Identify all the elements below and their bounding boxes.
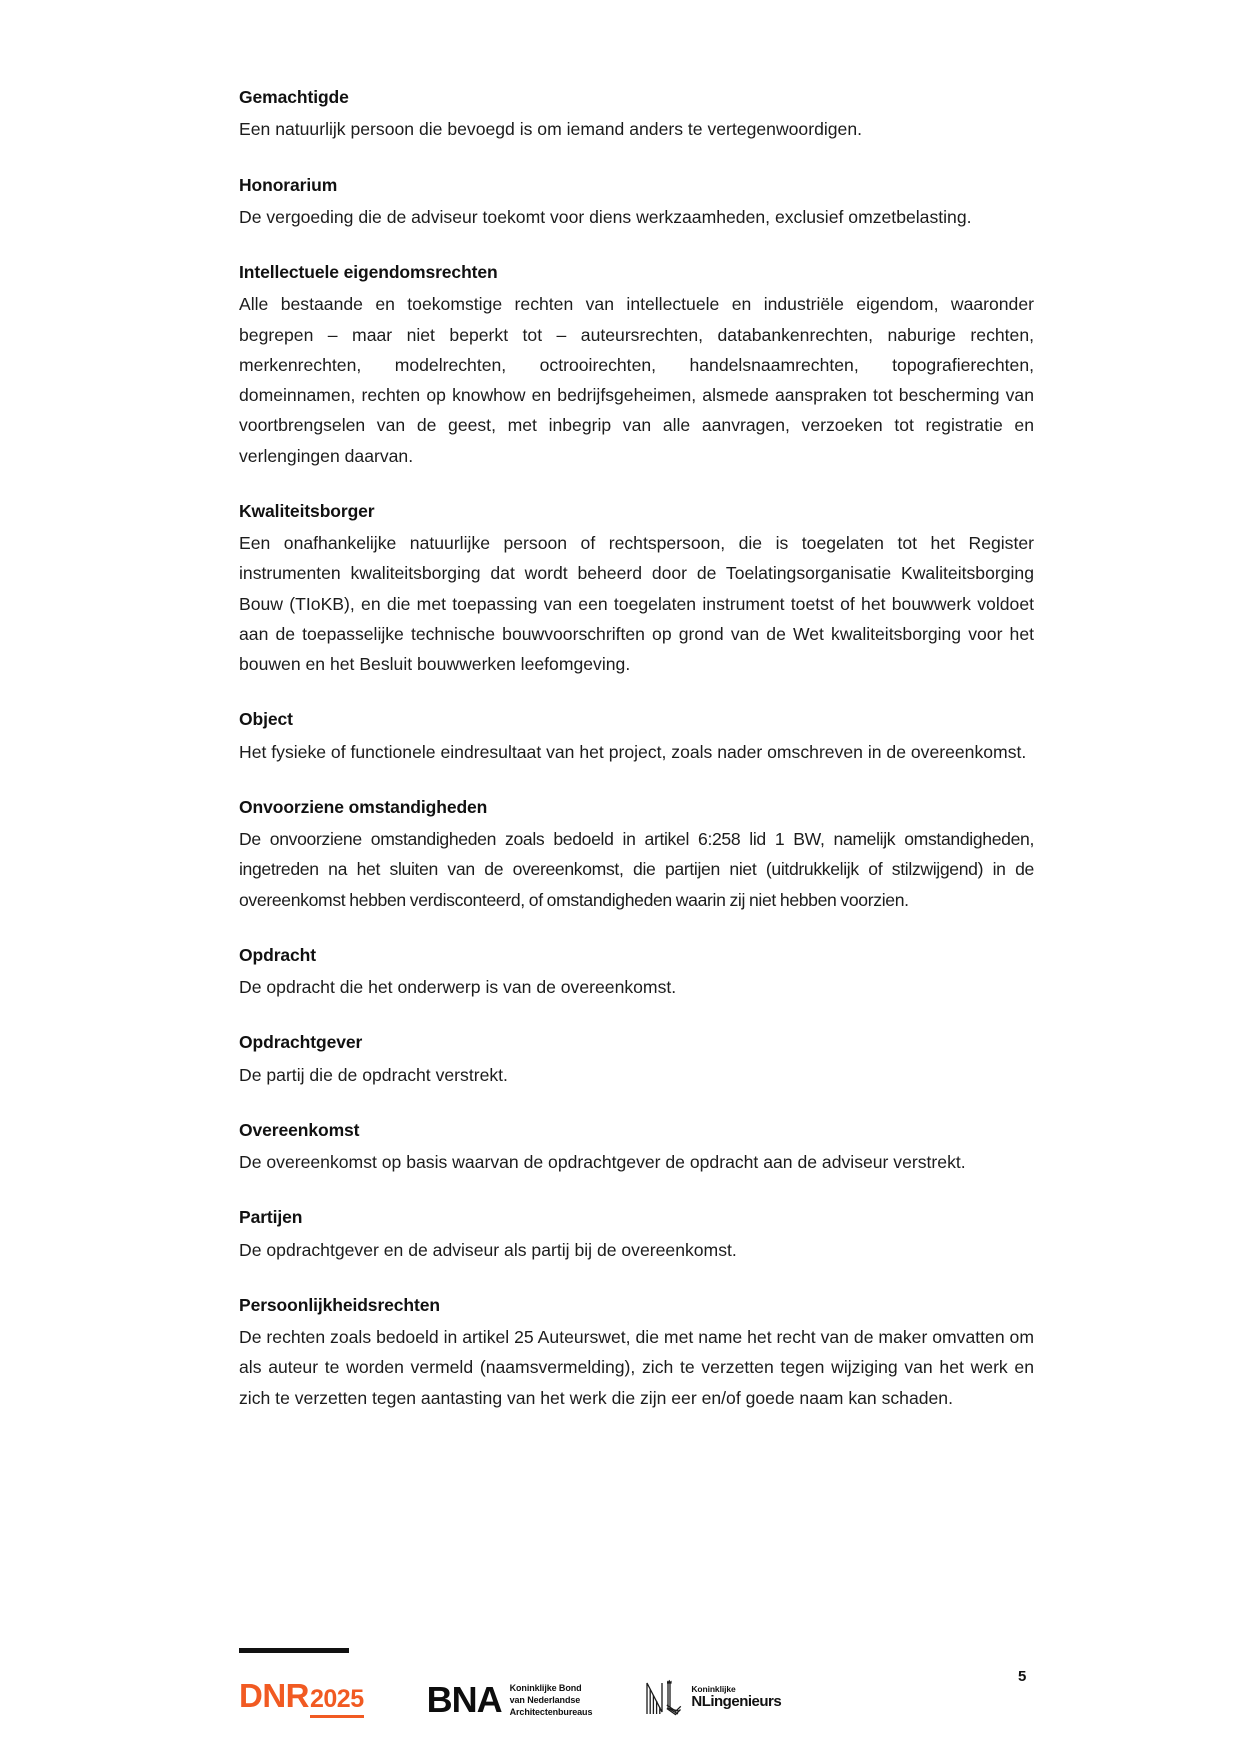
glossary-entry <box>239 172 1034 233</box>
glossary-term: Overeenkomst <box>239 1119 360 1140</box>
glossary-term: Opdracht <box>239 944 316 965</box>
glossary-term: Opdrachtgever <box>239 1032 363 1053</box>
glossary-entry <box>239 942 1034 1003</box>
glossary-entry <box>239 1292 1034 1413</box>
footer-divider-rule <box>239 1648 349 1653</box>
glossary-definition: De rechten zoals bedoeld in artikel 25 Auteurswet, die met name het recht van de maker omvatten om als auteur te worden vermeld (naamsvermelding), zich te verzetten tegen wijziging van het werk en zich te verzetten tegen aantasting van het werk die zijn eer en/of goede naam kan schaden. <box>239 1327 1034 1408</box>
glossary-term: Persoonlijkheidsrechten <box>239 1294 440 1315</box>
nlingenieurs-n-mark-icon <box>644 1678 684 1718</box>
glossary-definition: De onvoorziene omstandigheden zoals bedoeld in artikel 6:258 lid 1 BW, namelijk omstandigheden, ingetreden na het sluiten van de overeenkomst, die partijen niet (uitdrukkelijk of stilzwijgend) in de overeenkomst hebben verdisconteerd, of omstandigheden waarin zij niet hebben voorzien. <box>239 829 1034 910</box>
bna-logo <box>426 1678 593 1720</box>
nlingenieurs-logo-text <box>691 1685 781 1711</box>
glossary-entry <box>239 259 1034 471</box>
glossary-definition: De opdrachtgever en de adviseur als partij bij de overeenkomst. <box>239 1239 737 1260</box>
glossary-definition: De vergoeding die de adviseur toekomt voor diens werkzaamheden, exclusief omzetbelasting. <box>239 206 972 227</box>
glossary-entry <box>239 706 1034 767</box>
glossary-term: Gemachtigde <box>239 87 349 107</box>
dnr-logo-year: 2025 <box>310 1687 364 1718</box>
dnr-logo <box>239 1679 364 1718</box>
glossary-definition: Een onafhankelijke natuurlijke persoon of rechtspersoon, die is toegelaten tot het Register instrumenten kwaliteitsborging dat wordt beheerd door de Toelatingsorganisatie Kwaliteitsborging Bouw (TIoKB), en die met toepassing van een toegelaten instrument toetst of het bouwwerk voldoet aan de toepasselijke technische bouwvoorschriften op grond van de Wet kwaliteitsborging voor het bouwen en het Besluit bouwwerken leefomgeving. <box>239 533 1034 674</box>
dnr-logo-wordmark: DNR <box>239 1677 309 1714</box>
glossary-entry <box>239 1204 1034 1265</box>
glossary-entry <box>239 1029 1034 1090</box>
page-footer <box>239 1638 1034 1728</box>
footer-logo-group <box>239 1678 781 1718</box>
glossary-term: Onvoorziene omstandigheden <box>239 796 488 817</box>
glossary-term: Partijen <box>239 1207 303 1228</box>
glossary-term: Honorarium <box>239 174 338 195</box>
glossary-term: Kwaliteitsborger <box>239 500 375 521</box>
glossary-entry <box>239 1117 1034 1178</box>
glossary-entry <box>239 794 1034 915</box>
nlingenieurs-logo-line-2: NLingenieurs <box>691 1693 782 1711</box>
bna-logo-subtitle <box>510 1682 593 1718</box>
glossary-content <box>239 84 1034 1413</box>
glossary-term: Object <box>239 709 293 730</box>
glossary-definition: De overeenkomst op basis waarvan de opdrachtgever de opdracht aan de adviseur verstrekt. <box>239 1152 966 1172</box>
bna-logo-wordmark: BNA <box>426 1678 502 1720</box>
glossary-definition: De opdracht die het onderwerp is van de overeenkomst. <box>239 977 677 997</box>
glossary-definition: Alle bestaande en toekomstige rechten van intellectuele en industriële eigendom, waaronder begrepen – maar niet beperkt tot – auteursrechten, databankenrechten, naburige rechten, merkenrechten, modelrechten, octrooirechten, handelsnaamrechten, topografierechten, domeinnamen, rechten op knowhow en bedrijfsgeheimen, alsmede aanspraken tot bescherming van voortbrengselen van de geest, met inbegrip van alle aanvragen, verzoeken tot registratie en verlengingen daarvan. <box>239 294 1034 466</box>
glossary-definition: Een natuurlijk persoon die bevoegd is om iemand anders te vertegenwoordigen. <box>239 119 863 140</box>
nlingenieurs-logo <box>644 1678 781 1718</box>
glossary-entry <box>239 498 1034 680</box>
bna-subtitle-line-1: Koninklijke Bond <box>509 1682 582 1693</box>
glossary-term: Intellectuele eigendomsrechten <box>239 262 498 282</box>
page-number: 5 <box>1018 1668 1027 1685</box>
glossary-definition: Het fysieke of functionele eindresultaat van het project, zoals nader omschreven in de overeenkomst. <box>239 741 1027 762</box>
bna-subtitle-line-2: van Nederlandse <box>509 1694 581 1705</box>
glossary-definition: De partij die de opdracht verstrekt. <box>239 1064 508 1085</box>
nlingenieurs-logo-line-1: Koninklijke <box>691 1683 736 1694</box>
bna-subtitle-line-3: Architectenbureaus <box>509 1706 593 1717</box>
glossary-entry <box>239 84 1034 145</box>
